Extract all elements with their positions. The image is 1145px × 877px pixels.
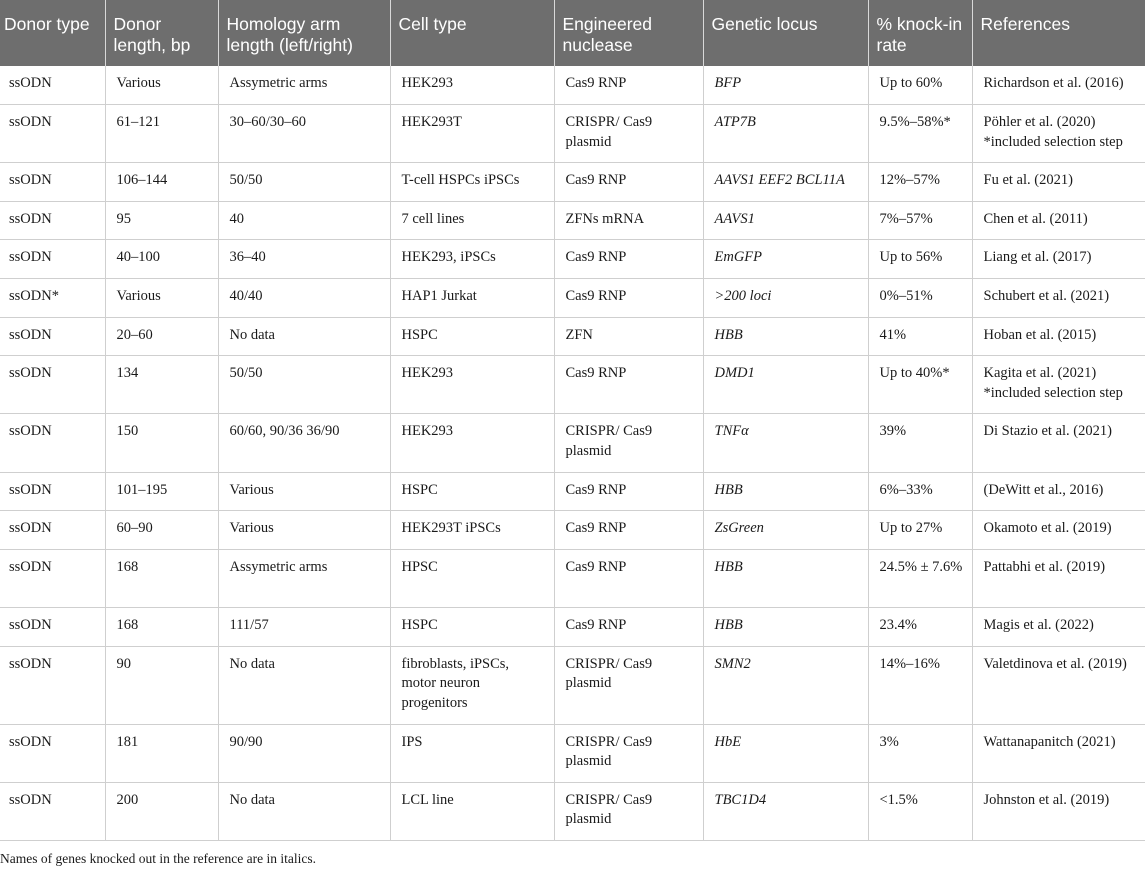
- nuclease-cell: Cas9 RNP: [554, 511, 703, 550]
- donor-type-cell: ssODN: [0, 240, 105, 279]
- cell-type-cell: HPSC: [390, 549, 554, 607]
- genetic-locus-cell: TBC1D4: [703, 782, 868, 840]
- reference-text: Okamoto et al. (2019): [983, 520, 1112, 537]
- header-references: References: [972, 0, 1145, 66]
- cell-type-cell: HAP1 Jurkat: [390, 279, 554, 318]
- reference-text: Fu et al. (2021): [983, 172, 1073, 189]
- table-row: [0, 782, 1145, 840]
- donor-length-cell: 95: [105, 201, 218, 240]
- donor-type-cell: ssODN*: [0, 279, 105, 318]
- table-row: [0, 201, 1145, 240]
- arm-length-cell: No data: [218, 317, 390, 356]
- reference-text: Johnston et al. (2019): [983, 791, 1110, 808]
- table-row: [0, 511, 1145, 550]
- cell-type-cell: HEK293, iPSCs: [390, 240, 554, 279]
- knock-in-rate-cell: 7%–57%: [868, 201, 972, 240]
- knock-in-rate-cell: 9.5%–58%*: [868, 105, 972, 163]
- cell-type-cell: HSPC: [390, 317, 554, 356]
- donor-length-cell: 106–144: [105, 163, 218, 202]
- donor-length-cell: 134: [105, 356, 218, 414]
- reference-cell: [972, 472, 1145, 511]
- donor-type-cell: ssODN: [0, 782, 105, 840]
- nuclease-cell: Cas9 RNP: [554, 240, 703, 279]
- donor-length-cell: 200: [105, 782, 218, 840]
- reference-text: Liang et al. (2017): [983, 249, 1092, 266]
- table-body: [0, 66, 1145, 840]
- knock-in-rate-cell: Up to 56%: [868, 240, 972, 279]
- nuclease-cell: ZFNs mRNA: [554, 201, 703, 240]
- reference-cell: [972, 356, 1145, 414]
- nuclease-cell: Cas9 RNP: [554, 549, 703, 607]
- knock-in-rate-cell: 3%: [868, 724, 972, 782]
- arm-length-cell: Various: [218, 472, 390, 511]
- reference-cell: [972, 201, 1145, 240]
- knock-in-rate-cell: 0%–51%: [868, 279, 972, 318]
- donor-length-cell: Various: [105, 279, 218, 318]
- table-row: [0, 472, 1145, 511]
- reference-cell: [972, 724, 1145, 782]
- donor-type-cell: ssODN: [0, 105, 105, 163]
- reference-cell: [972, 646, 1145, 724]
- donor-length-cell: 90: [105, 646, 218, 724]
- arm-length-cell: Assymetric arms: [218, 549, 390, 607]
- reference-text: Pattabhi et al. (2019): [983, 558, 1106, 575]
- donor-type-cell: ssODN: [0, 724, 105, 782]
- arm-length-cell: Assymetric arms: [218, 66, 390, 105]
- table-footnote: [0, 841, 1145, 867]
- nuclease-cell: CRISPR/ Cas9 plasmid: [554, 414, 703, 472]
- arm-length-cell: 111/57: [218, 608, 390, 647]
- cell-type-cell: T-cell HSPCs iPSCs: [390, 163, 554, 202]
- donor-type-cell: ssODN: [0, 608, 105, 647]
- donor-type-cell: ssODN: [0, 163, 105, 202]
- genetic-locus-cell: AAVS1 EEF2 BCL11A: [703, 163, 868, 202]
- table-row: [0, 66, 1145, 105]
- genetic-locus-cell: HBB: [703, 549, 868, 607]
- genetic-locus-cell: EmGFP: [703, 240, 868, 279]
- footnote-text: Names of genes knocked out in the reference are in italics.: [0, 850, 316, 866]
- header-row: [0, 0, 1145, 66]
- genetic-locus-cell: AAVS1: [703, 201, 868, 240]
- reference-text: Valetdinova et al. (2019): [983, 655, 1127, 672]
- reference-text: Magis et al. (2022): [983, 617, 1094, 633]
- table-row: [0, 163, 1145, 202]
- donor-type-cell: ssODN: [0, 646, 105, 724]
- cell-type-cell: HSPC: [390, 472, 554, 511]
- nuclease-cell: CRISPR/ Cas9 plasmid: [554, 724, 703, 782]
- header-engineered-nuclease: Engineered nuclease: [554, 0, 703, 66]
- nuclease-cell: ZFN: [554, 317, 703, 356]
- reference-text: Pöhler et al. (2020): [983, 114, 1096, 131]
- knock-in-rate-cell: Up to 27%: [868, 511, 972, 550]
- cell-type-cell: HEK293T iPSCs: [390, 511, 554, 550]
- cell-type-cell: fibroblasts, iPSCs, motor neuron progenitors: [390, 646, 554, 724]
- reference-cell: [972, 608, 1145, 647]
- reference-cell: [972, 414, 1145, 472]
- arm-length-cell: 40: [218, 201, 390, 240]
- table-row: [0, 724, 1145, 782]
- donor-type-cell: ssODN: [0, 66, 105, 105]
- reference-text: Richardson et al. (2016): [983, 75, 1124, 91]
- genetic-locus-cell: HBB: [703, 317, 868, 356]
- cell-type-cell: HEK293T: [390, 105, 554, 163]
- cell-type-cell: LCL line: [390, 782, 554, 840]
- header-knock-in-rate: % knock-in rate: [868, 0, 972, 66]
- reference-note: *included selection step: [983, 384, 1123, 401]
- genetic-locus-cell: TNFα: [703, 414, 868, 472]
- knock-in-rate-cell: 12%–57%: [868, 163, 972, 202]
- knock-in-rate-cell: 39%: [868, 414, 972, 472]
- reference-text: Di Stazio et al. (2021): [983, 423, 1112, 440]
- cell-type-cell: HEK293: [390, 414, 554, 472]
- donor-length-cell: 150: [105, 414, 218, 472]
- table-row: [0, 240, 1145, 279]
- reference-cell: [972, 279, 1145, 318]
- arm-length-cell: No data: [218, 782, 390, 840]
- knock-in-rate-cell: 23.4%: [868, 608, 972, 647]
- reference-text: Kagita et al. (2021): [983, 365, 1097, 382]
- nuclease-cell: Cas9 RNP: [554, 356, 703, 414]
- genetic-locus-cell: >200 loci: [703, 279, 868, 318]
- genetic-locus-cell: SMN2: [703, 646, 868, 724]
- donor-type-cell: ssODN: [0, 511, 105, 550]
- donor-length-cell: 40–100: [105, 240, 218, 279]
- nuclease-cell: Cas9 RNP: [554, 66, 703, 105]
- header-homology-arm-length: Homology arm length (left/right): [218, 0, 390, 66]
- knock-in-rate-cell: 14%–16%: [868, 646, 972, 724]
- donor-length-cell: 168: [105, 549, 218, 607]
- knock-in-rate-cell: Up to 60%: [868, 66, 972, 105]
- donor-length-cell: 60–90: [105, 511, 218, 550]
- donor-type-cell: ssODN: [0, 356, 105, 414]
- donor-length-cell: 20–60: [105, 317, 218, 356]
- cell-type-cell: HEK293: [390, 356, 554, 414]
- cell-type-cell: IPS: [390, 724, 554, 782]
- donor-type-cell: ssODN: [0, 472, 105, 511]
- table-row: [0, 608, 1145, 647]
- genetic-locus-cell: HBB: [703, 608, 868, 647]
- genetic-locus-cell: DMD1: [703, 356, 868, 414]
- donor-length-cell: Various: [105, 66, 218, 105]
- donor-type-cell: ssODN: [0, 549, 105, 607]
- header-donor-type: Donor type: [0, 0, 105, 66]
- genetic-locus-cell: ZsGreen: [703, 511, 868, 550]
- knock-in-rate-cell: 24.5% ± 7.6%: [868, 549, 972, 607]
- reference-cell: [972, 66, 1145, 105]
- table-row: [0, 356, 1145, 414]
- table-row: [0, 105, 1145, 163]
- table-row: [0, 279, 1145, 318]
- arm-length-cell: 50/50: [218, 163, 390, 202]
- nuclease-cell: Cas9 RNP: [554, 608, 703, 647]
- donor-length-cell: 168: [105, 608, 218, 647]
- knock-in-rate-cell: Up to 40%*: [868, 356, 972, 414]
- reference-cell: [972, 240, 1145, 279]
- nuclease-cell: Cas9 RNP: [554, 163, 703, 202]
- knock-in-rate-cell: 41%: [868, 317, 972, 356]
- nuclease-cell: CRISPR/ Cas9 plasmid: [554, 782, 703, 840]
- arm-length-cell: No data: [218, 646, 390, 724]
- header-cell-type: Cell type: [390, 0, 554, 66]
- donor-type-cell: ssODN: [0, 201, 105, 240]
- donor-length-cell: 181: [105, 724, 218, 782]
- arm-length-cell: 30–60/30–60: [218, 105, 390, 163]
- knock-in-rate-cell: <1.5%: [868, 782, 972, 840]
- reference-cell: [972, 105, 1145, 163]
- nuclease-cell: CRISPR/ Cas9 plasmid: [554, 646, 703, 724]
- nuclease-cell: Cas9 RNP: [554, 279, 703, 318]
- reference-cell: [972, 549, 1145, 607]
- arm-length-cell: 50/50: [218, 356, 390, 414]
- cell-type-cell: 7 cell lines: [390, 201, 554, 240]
- table-row: [0, 317, 1145, 356]
- reference-text: Wattanapanitch (2021): [983, 733, 1116, 750]
- genetic-locus-cell: ATP7B: [703, 105, 868, 163]
- reference-cell: [972, 317, 1145, 356]
- knock-in-rate-cell: 6%–33%: [868, 472, 972, 511]
- genetic-locus-cell: HBB: [703, 472, 868, 511]
- donor-length-cell: 61–121: [105, 105, 218, 163]
- table-row: [0, 414, 1145, 472]
- reference-text: Hoban et al. (2015): [983, 326, 1097, 343]
- donor-type-cell: ssODN: [0, 317, 105, 356]
- cell-type-cell: HEK293: [390, 66, 554, 105]
- table-row: [0, 549, 1145, 607]
- cell-type-cell: HSPC: [390, 608, 554, 647]
- header-genetic-locus: Genetic locus: [703, 0, 868, 66]
- donor-length-cell: 101–195: [105, 472, 218, 511]
- arm-length-cell: 36–40: [218, 240, 390, 279]
- reference-text: Chen et al. (2011): [983, 210, 1088, 227]
- reference-note: *included selection step: [983, 133, 1123, 150]
- reference-cell: [972, 782, 1145, 840]
- reference-cell: [972, 511, 1145, 550]
- genetic-locus-cell: HbE: [703, 724, 868, 782]
- nuclease-cell: Cas9 RNP: [554, 472, 703, 511]
- reference-cell: [972, 163, 1145, 202]
- arm-length-cell: 60/60, 90/36 36/90: [218, 414, 390, 472]
- donor-type-cell: ssODN: [0, 414, 105, 472]
- reference-text: Schubert et al. (2021): [983, 288, 1110, 305]
- reference-text: (DeWitt et al., 2016): [983, 481, 1104, 498]
- nuclease-cell: CRISPR/ Cas9 plasmid: [554, 105, 703, 163]
- arm-length-cell: 40/40: [218, 279, 390, 318]
- genetic-locus-cell: BFP: [703, 66, 868, 105]
- arm-length-cell: 90/90: [218, 724, 390, 782]
- header-donor-length: Donor length, bp: [105, 0, 218, 66]
- table-row: [0, 646, 1145, 724]
- arm-length-cell: Various: [218, 511, 390, 550]
